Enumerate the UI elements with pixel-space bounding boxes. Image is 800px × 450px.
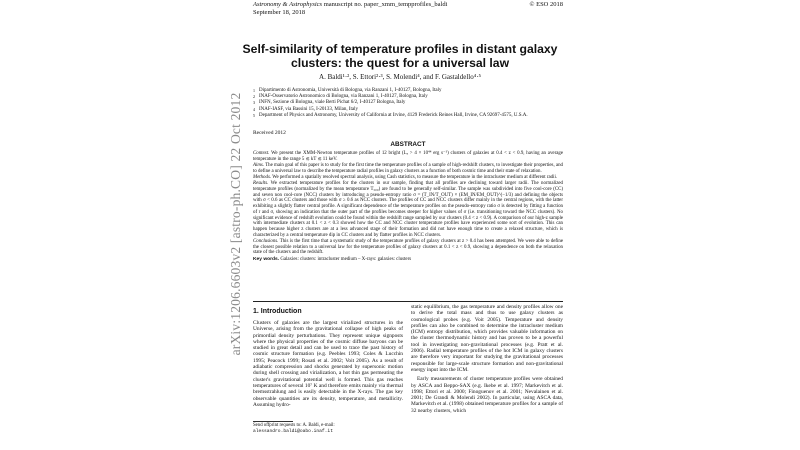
affiliation-item: 2 INAF-Osservatorio Astronomico di Bologna, via Ranzani 1, I-40127, Bologna, Italy xyxy=(253,94,428,100)
left-margin xyxy=(0,0,152,450)
right-column xyxy=(411,304,563,417)
header-date: September 18, 2018 xyxy=(253,9,306,16)
copyright: © ESO 2018 xyxy=(529,1,563,8)
section-heading: 1. Introduction xyxy=(253,308,302,315)
right-margin xyxy=(650,0,800,450)
arxiv-stamp: arXiv:1206.6603v2 [astro-ph.CO] 22 Oct 2012 xyxy=(228,92,243,356)
abstract-context: Context. We present the XMM-Newton temperature profiles of 12 bright (Lₓ > 4 × 10⁴⁴ erg s⁻¹) clusters of galaxies at 0.4 < z < 0.9, having an average temperature in the range 5 ≲ kT ≲ 11 keV. xyxy=(253,151,563,162)
affiliation-item: 1 Dipartimento di Astronomia, Università di Bologna, via Ranzani 1, I-40127, Bologna, Italy xyxy=(253,88,442,93)
abstract-conclusions: Conclusions. This is the first time that a systematic study of the temperature profiles of galaxy clusters at z > 0.4 has been attempted. We were able to define the closest possible relation to a universal law for the temperature profiles of galaxy clusters at 0.1 < z < 0.9, showing a dependence on both the relaxation state of the clusters and the redshift. xyxy=(253,238,563,256)
journal-name: Astronomy & Astrophysics xyxy=(253,1,323,8)
affiliation-item: 4 INAF-IASF, via Bassini 15, I-20133, Milan, Italy xyxy=(253,106,359,112)
abstract-results: Results. We extracted temperature profiles for the clusters in our sample, finding that all profiles are declining toward larger radii. The normalized temperature profiles (normalized by the mean temperature T₅₀₀) are found to be generally self-similar. The sample was subdivided into five cool-core (CC) and seven non cool-core (NCC) clusters by introducing a pseudo-entropy ratio σ = (T_IN/T_OUT) × (EM_IN/EM_OUT)^(−1/3) and defining the objects with σ < 0.6 as CC clusters and those with σ ≥ 0.6 as NCC clusters. The profiles of CC and NCC clusters differ mainly in the central regions, with the latter exhibiting a slightly flatter central profile. A significant dependence of the temperature profiles on the pseudo-entropy ratio σ is detected by fitting a function of r and σ, showing an indication that the outer part of the profiles becomes steeper for higher values of σ (i.e. transitioning toward the NCC clusters). No significant evidence of redshift evolution could be found within the redshift range sampled by our clusters (0.4 < z < 0.9). A comparison of our high-z sample with intermediate clusters at 0.1 < z < 0.3 showed how the CC and NCC cluster temperature profiles have experienced some sort of evolution. This can happen because higher z clusters are at a less advanced stage of their formation and did not have enough time to create a relaxed structure, which is characterized by a central temperature dip in CC clusters and by flatter profiles in NCC clusters. xyxy=(253,181,563,238)
abstract-methods: Methods. We performed a spatially resolved spectral analysis, using Cash statistics, to measure the temperature in the intracluster medium at different radii. xyxy=(253,175,558,180)
abstract-aims: Aims. The main goal of this paper is to study for the first time the temperature profiles of a sample of high-redshift clusters, to investigate their properties, and to define a universal law to describe the temperature radial profiles in galaxy clusters as a function of both cosmic time and their state of relaxation. xyxy=(253,163,563,174)
paper-title: Self-similarity of temperature profiles in distant galaxy clusters: the quest for a universal law xyxy=(242,42,558,70)
running-header xyxy=(253,1,563,17)
intro-paragraph: Clusters of galaxies are the largest virialized structures in the Universe, arising from the gravitational collapse of high peaks of primordial density perturbations. They represent unique signposts where the physical properties of the cosmic diffuse baryons can be studied in great detail and can be used to trace the past history of cosmic structure formation (e.g. Peebles 1993; Coles & Lucchin 1995; Peacock 1999; Rosati et al. 2002; Voit 2005). As a result of adiabatic compression and shocks generated by supersonic motion during shell crossing and virialization, a hot thin gas permeating the cluster's gravitational potential well is formed. This gas reaches temperatures of several 10⁷ K and therefore emits mainly via thermal bremsstrahlung and is easily detectable in the X-rays. The gas key observable quantities are its density, temperature, and metallicity. Assuming hydro- xyxy=(253,320,403,408)
keywords: Key words. Galaxies: clusters: intracluster medium – X-rays: galaxies: clusters xyxy=(253,256,412,262)
footnote-rule xyxy=(253,421,293,422)
left-column xyxy=(253,320,403,411)
affiliations xyxy=(253,88,583,119)
abstract-heading: ABSTRACT xyxy=(390,141,426,148)
abstract-divider xyxy=(253,301,563,302)
intro-paragraph: Early measurements of cluster temperature profiles were obtained by ASCA and Beppo-SAX (e.g. Ikebe et al. 1997; Markevitch et al. 1998; Ettori et al. 2000; Finoguenov et al. 2001; Nevalainen et al. 2001; De Grandi & Molendi 2002). In particular, using ASCA data, Markevitch et al. (1998) obtained temperature profiles for a sample of 32 nearby clusters, which xyxy=(411,376,563,414)
footnote: Send offprint requests to: A. Baldi, e-mail: alessandro.baldi@oabo.inaf.it xyxy=(253,423,335,434)
contact-email[interactable]: alessandro.baldi@oabo.inaf.it xyxy=(253,428,333,434)
author-list: A. Baldi¹·², S. Ettori²·³, S. Molendi⁴, and F. Gastaldello⁴·⁵ xyxy=(319,73,481,81)
manuscript-id: manuscript no. paper_xmm_tempprofiles_baldi xyxy=(323,1,448,8)
intro-paragraph: static equilibrium, the gas temperature and density profiles allow one to derive the total mass and thus to use galaxy clusters as cosmological probes (e.g. Voit 2005). Temperature and density profiles can also be combined to determine the intracluster medium (ICM) entropy distribution, which provides valuable information on the cluster thermodynamic history and has proven to be a powerful tool in investigating non-gravitational processes (e.g. Pratt et al. 2006). Radial temperature profiles of the hot ICM in galaxy clusters are therefore very important for studying the gravitational processes responsible for large-scale structure formation and non-gravitational energy input into the ICM. xyxy=(411,304,563,373)
affiliation-item: 5 Department of Physics and Astronomy, University of California at Irvine, 4129 Frederick Reines Hall, Irvine, CA 92697-4575, U.S.A. xyxy=(253,112,528,118)
affiliation-item: 3 INFN, Sezione di Bologna, viale Berti Pichat 6/2, I-40127 Bologna, Italy xyxy=(253,100,406,106)
abstract-body xyxy=(253,151,563,263)
received-date: Received 2012 xyxy=(253,130,286,136)
